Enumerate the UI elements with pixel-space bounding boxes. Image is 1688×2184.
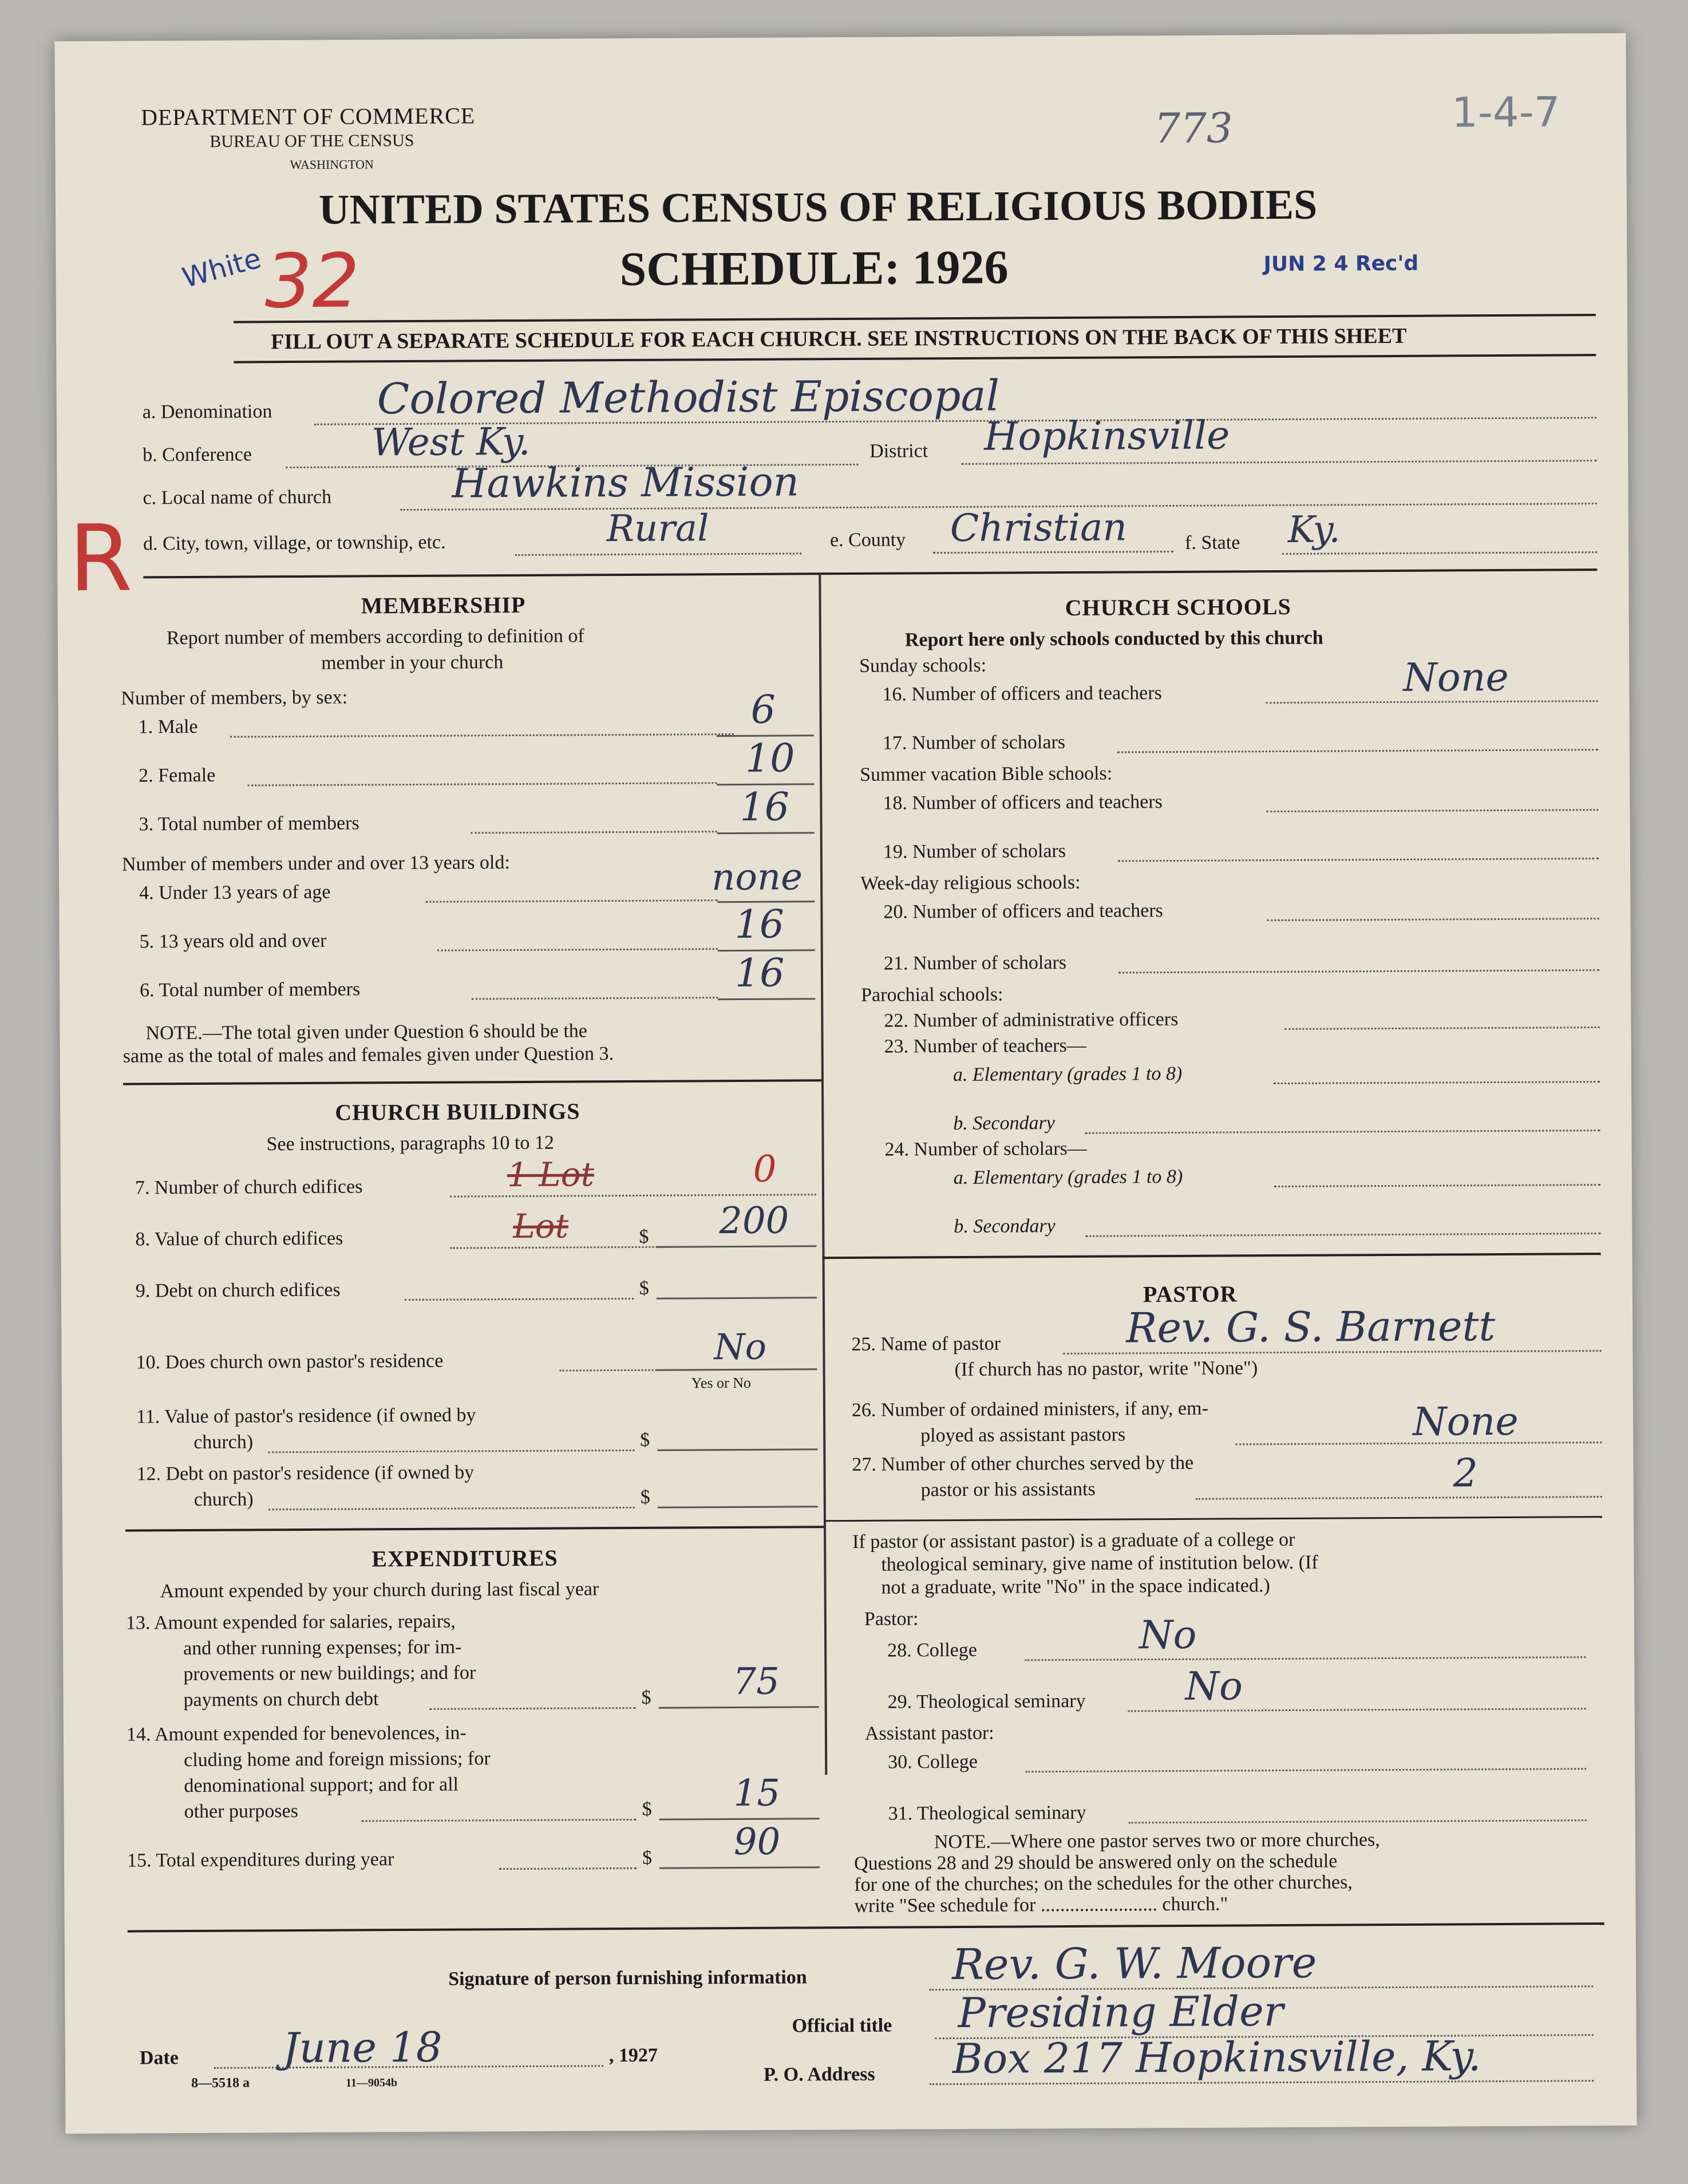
q8-struck-value: Lot <box>513 1206 569 1246</box>
q1-value[interactable]: 6 <box>750 687 776 733</box>
q11-dollar: $ <box>640 1429 650 1451</box>
q15-label: 15. Total expenditures during year <box>126 1849 394 1871</box>
county-label: e. County <box>829 529 906 551</box>
denomination-label: a. Denomination <box>142 401 272 423</box>
q13-value[interactable]: 75 <box>733 1660 780 1704</box>
instruction-line: FILL OUT A SEPARATE SCHEDULE FOR EACH CHURCH. SEE INSTRUCTIONS ON THE BACK OF THIS SHEET <box>271 323 1407 354</box>
q14-label-3: denominational support; and for all <box>184 1774 459 1797</box>
q2-value[interactable]: 10 <box>745 736 795 781</box>
annotation-number: 32 <box>264 237 360 325</box>
q5-label: 5. 13 years old and over <box>139 930 327 953</box>
q17-label: 17. Number of scholars <box>882 731 1066 754</box>
q20-label: 20. Number of officers and teachers <box>883 900 1163 923</box>
county-value[interactable]: Christian <box>950 505 1128 551</box>
dept-name: DEPARTMENT OF COMMERCE <box>141 102 476 131</box>
graduate-instruction: If pastor (or assistant pastor) is a graduate of a college or <box>852 1529 1295 1553</box>
q9-label: 9. Debt on church edifices <box>135 1279 341 1302</box>
q6-label: 6. Total number of members <box>140 978 361 1001</box>
buildings-title: CHURCH BUILDINGS <box>335 1098 580 1125</box>
q24b-label: b. Secondary <box>954 1215 1056 1238</box>
q26-label: 26. Number of ordained ministers, if any, em- <box>851 1397 1208 1421</box>
q29-value[interactable]: No <box>1185 1664 1243 1709</box>
q27-value[interactable]: 2 <box>1453 1451 1479 1496</box>
received-stamp: JUN 2 4 Rec'd <box>1263 251 1419 277</box>
po-address-value[interactable]: Box 217 Hopkinsville, Ky. <box>952 2032 1481 2083</box>
print-number: 11—9054b <box>346 2076 398 2090</box>
schools-title: CHURCH SCHOOLS <box>1065 593 1291 621</box>
q11-label: 11. Value of pastor's residence (if owned by <box>136 1404 476 1428</box>
conference-value[interactable]: West Ky. <box>371 419 531 465</box>
state-label: f. State <box>1184 532 1240 554</box>
date-value[interactable]: June 18 <box>282 2023 442 2072</box>
q27-label-2: pastor or his assistants <box>920 1478 1096 1501</box>
q3-label: 3. Total number of members <box>139 812 359 835</box>
pastor-note-2: Questions 28 and 29 should be answered only on the schedule <box>854 1850 1338 1874</box>
form-number: 8—5518 a <box>191 2075 250 2091</box>
q25-label: 25. Name of pastor <box>851 1333 1001 1355</box>
q22-label: 22. Number of administrative officers <box>884 1008 1179 1032</box>
membership-intro: Report number of members according to definition of <box>166 625 584 649</box>
q14-dollar: $ <box>642 1798 652 1820</box>
q29-label: 29. Theological seminary <box>887 1690 1086 1713</box>
district-value[interactable]: Hopkinsville <box>983 413 1230 460</box>
q4-value[interactable]: none <box>711 856 803 899</box>
po-address-label: P. O. Address <box>763 2063 875 2086</box>
q31-label: 31. Theological seminary <box>888 1802 1086 1824</box>
assistant-pastor-label: Assistant pastor: <box>864 1722 994 1744</box>
q13-label: 13. Amount expended for salaries, repairs, <box>125 1610 456 1634</box>
official-title-label: Official title <box>792 2015 892 2037</box>
pastor-title: PASTOR <box>1143 1281 1238 1308</box>
date-label: Date <box>139 2047 179 2069</box>
city-value[interactable]: Rural <box>606 507 709 551</box>
q7-label: 7. Number of church edifices <box>135 1176 363 1199</box>
q28-label: 28. College <box>887 1639 978 1661</box>
q12-label: 12. Debt on pastor's residence (if owned by <box>136 1462 475 1485</box>
annotation-r: R <box>68 504 133 613</box>
q13-label-2: and other running expenses; for im- <box>183 1636 462 1660</box>
church-name-label: c. Local name of church <box>143 486 332 509</box>
file-number: 773 <box>1154 104 1233 153</box>
q2-label: 2. Female <box>139 764 216 787</box>
q11-label-2: church) <box>193 1431 254 1453</box>
summer-schools-label: Summer vacation Bible schools: <box>860 763 1113 785</box>
yes-no-hint: Yes or No <box>691 1374 752 1392</box>
reference-number: 1-4-7 <box>1451 88 1560 137</box>
q24-label: 24. Number of scholars— <box>884 1138 1087 1160</box>
q14-label-4: other purposes <box>184 1800 298 1823</box>
q23b-label: b. Secondary <box>953 1112 1055 1135</box>
state-value[interactable]: Ky. <box>1287 508 1341 551</box>
q5-value[interactable]: 16 <box>734 902 785 948</box>
q25-value[interactable]: Rev. G. S. Barnett <box>1126 1302 1496 1352</box>
q14-label-2: cluding home and foreign missions; for <box>184 1748 491 1771</box>
annotation-white: White <box>179 242 265 295</box>
q8-label: 8. Value of church edifices <box>135 1227 343 1250</box>
q14-label: 14. Amount expended for benevolences, in- <box>126 1722 467 1745</box>
by-sex-label: Number of members, by sex: <box>121 686 348 709</box>
membership-note: NOTE.—The total given under Question 6 should be the <box>145 1020 588 1044</box>
q10-value[interactable]: No <box>714 1325 767 1368</box>
q15-value[interactable]: 90 <box>733 1820 781 1864</box>
expenditures-title: EXPENDITURES <box>371 1545 558 1572</box>
graduate-instruction-2: theological seminary, give name of institution below. (If <box>881 1551 1318 1575</box>
census-schedule-sheet <box>54 33 1636 2134</box>
signature-label: Signature of person furnishing information <box>448 1966 807 1990</box>
q10-label: 10. Does church own pastor's residence <box>136 1350 444 1373</box>
buildings-sub: See instructions, paragraphs 10 to 12 <box>266 1132 554 1155</box>
city-label: d. City, town, village, or township, etc. <box>143 531 446 555</box>
membership-note-2: same as the total of males and females given under Question 3. <box>122 1043 614 1067</box>
pastor-sub-label: Pastor: <box>864 1608 919 1630</box>
q23-label: 23. Number of teachers— <box>884 1034 1086 1057</box>
q18-label: 18. Number of officers and teachers <box>883 791 1163 814</box>
q7-struck-value: 1 Lot <box>507 1155 595 1195</box>
q27-label: 27. Number of other churches served by the <box>852 1452 1194 1475</box>
membership-intro-2: member in your church <box>321 651 504 674</box>
q21-label: 21. Number of scholars <box>883 951 1067 974</box>
parochial-schools-label: Parochial schools: <box>861 984 1003 1006</box>
signature-value[interactable]: Rev. G. W. Moore <box>951 1938 1317 1990</box>
conference-label: b. Conference <box>143 444 252 466</box>
q4-label: 4. Under 13 years of age <box>139 881 331 904</box>
q24a-label: a. Elementary (grades 1 to 8) <box>953 1166 1183 1189</box>
district-label: District <box>869 440 928 462</box>
date-year: , 1927 <box>608 2044 658 2067</box>
q3-value[interactable]: 16 <box>740 784 790 830</box>
q12-dollar: $ <box>640 1486 650 1508</box>
q19-label: 19. Number of scholars <box>883 840 1066 863</box>
form-title: UNITED STATES CENSUS OF RELIGIOUS BODIES <box>318 181 1318 234</box>
sunday-schools-label: Sunday schools: <box>859 654 987 677</box>
q7-value[interactable]: 0 <box>753 1148 777 1191</box>
q16-value[interactable]: None <box>1403 654 1509 701</box>
bureau-name: BUREAU OF THE CENSUS <box>209 131 414 151</box>
q14-value[interactable]: 15 <box>733 1772 781 1815</box>
q13-label-3: provements or new buildings; and for <box>183 1662 476 1685</box>
membership-title: MEMBERSHIP <box>361 591 526 619</box>
q13-dollar: $ <box>641 1687 651 1708</box>
q26-label-2: ployed as assistant pastors <box>920 1424 1126 1447</box>
official-title-value[interactable]: Presiding Elder <box>958 1987 1284 2037</box>
pastor-note-3: for one of the churches; on the schedules for the other churches, <box>854 1871 1353 1895</box>
city-name: WASHINGTON <box>290 157 374 172</box>
q30-label: 30. College <box>888 1751 978 1773</box>
q25-note: (If church has no pastor, write "None") <box>954 1357 1258 1381</box>
q28-value[interactable]: No <box>1138 1612 1197 1658</box>
graduate-instruction-3: not a graduate, write "No" in the space indicated.) <box>881 1575 1270 1598</box>
q9-dollar: $ <box>639 1277 649 1299</box>
weekday-schools-label: Week-day religious schools: <box>860 871 1081 894</box>
church-name-value[interactable]: Hawkins Mission <box>452 458 799 507</box>
pastor-note-4: write "See schedule for ........................ church." <box>854 1893 1228 1917</box>
expenditures-sub: Amount expended by your church during last fiscal year <box>160 1578 599 1602</box>
q6-value[interactable]: 16 <box>734 950 785 997</box>
schools-sub: Report here only schools conducted by this church <box>904 627 1323 651</box>
q12-label-2: church) <box>193 1488 254 1510</box>
by-age-label: Number of members under and over 13 years old: <box>121 852 510 875</box>
q16-label: 16. Number of officers and teachers <box>882 682 1162 705</box>
q8-dollar: $ <box>639 1226 649 1247</box>
q15-dollar: $ <box>642 1847 653 1869</box>
q26-value[interactable]: None <box>1412 1399 1519 1445</box>
schedule-title: SCHEDULE: 1926 <box>619 240 1009 297</box>
denomination-value[interactable]: Colored Methodist Episcopal <box>377 371 1000 424</box>
q13-label-4: payments on church debt <box>183 1688 379 1711</box>
pastor-note: NOTE.—Where one pastor serves two or more churches, <box>934 1829 1380 1853</box>
q8-value[interactable]: 200 <box>719 1199 789 1243</box>
q23a-label: a. Elementary (grades 1 to 8) <box>952 1063 1183 1086</box>
q1-label: 1. Male <box>138 716 198 738</box>
